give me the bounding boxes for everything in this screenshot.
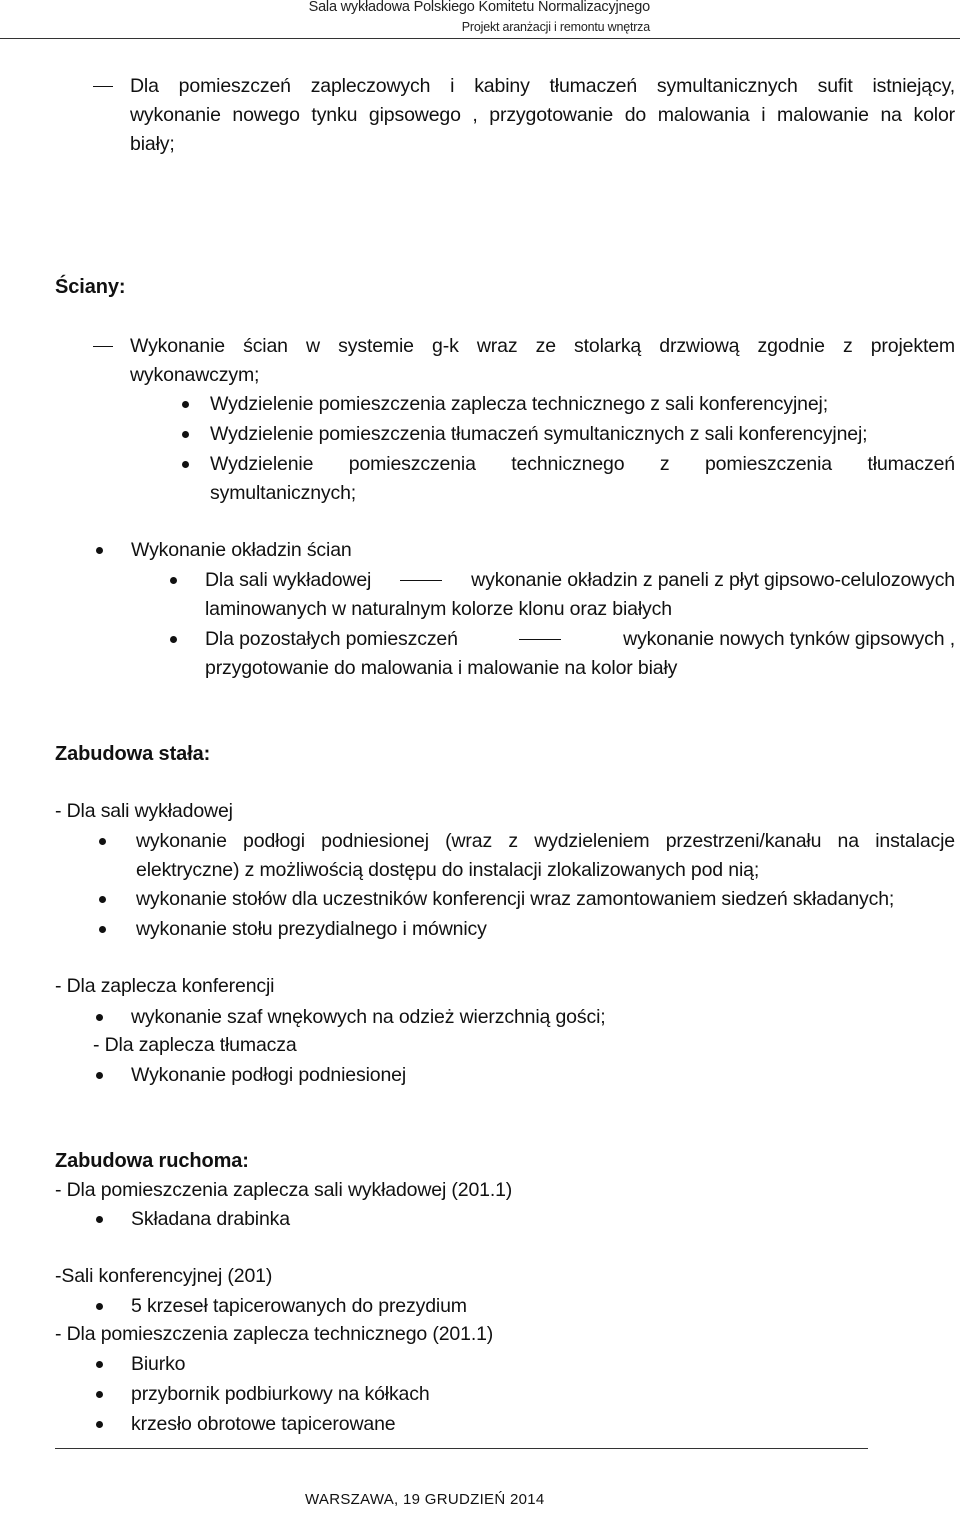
fixed-backroom-label: - Dla zaplecza konferencji [55, 975, 275, 997]
fixed-lecture-label: - Dla sali wykładowej [55, 800, 233, 822]
mobile-heading: Zabudowa ruchoma: [55, 1150, 249, 1172]
fixed-lecture-item-2: wykonanie stołów dla uczestników konferencji wraz zamontowaniem siedzeń składanych; [136, 888, 895, 910]
dash-marker [519, 639, 561, 640]
header-divider [0, 38, 960, 39]
cladding-item-1-room: Dla sali wykładowej [205, 569, 372, 591]
fixed-backroom-item: wykonanie szaf wnękowych na odzież wierzchnią gości; [131, 1006, 606, 1028]
fixed-lecture-item-3: wykonanie stołu prezydialnego i mównicy [136, 918, 487, 940]
fixed-lecture-item-1: wykonanie podłogi podniesionej (wraz z wydzieleniem przestrzeni/kanału na instalacje [136, 830, 955, 852]
bullet-icon [170, 636, 177, 643]
bullet-icon [96, 1361, 103, 1368]
mobile-tech-label: - Dla pomieszczenia zaplecza technicznego (201.1) [55, 1323, 494, 1345]
cladding-item-2-line2: przygotowanie do malowania i malowanie na kolor biały [205, 657, 678, 679]
walls-sub-item-3-cont: symultanicznych; [210, 482, 357, 504]
ceiling-item-line3: biały; [130, 133, 175, 155]
bullet-icon [182, 431, 189, 438]
footer-date: WARSZAWA, 19 GRUDZIEŃ 2014 [305, 1491, 545, 1508]
mobile-conf-item: 5 krzeseł tapicerowanych do prezydium [131, 1295, 467, 1317]
footer-divider [55, 1448, 868, 1449]
mobile-lecture-back-item: Składana drabinka [131, 1208, 290, 1230]
mobile-conf-label: -Sali konferencyjnej (201) [55, 1265, 273, 1287]
dash-marker [93, 86, 113, 87]
bullet-icon [96, 1072, 103, 1079]
cladding-item-1-desc: wykonanie okładzin z paneli z płyt gipsowo-celulozowych [471, 569, 955, 591]
cladding-label: Wykonanie okładzin ścian [131, 539, 352, 561]
ceiling-item-line1: Dla pomieszczeń zapleczowych i kabiny tłumaczeń symultanicznych sufit istniejący, [130, 75, 955, 97]
document-header-title: Sala wykładowa Polskiego Komitetu Normalizacyjnego [308, 0, 650, 15]
cladding-item-2-desc: wykonanie nowych tynków gipsowych , [623, 628, 955, 650]
cladding-item-1 [205, 566, 955, 595]
bullet-icon [99, 838, 106, 845]
walls-heading: Ściany: [55, 276, 126, 298]
cladding-item-2-room: Dla pozostałych pomieszczeń [205, 628, 458, 650]
bullet-icon [96, 1303, 103, 1310]
ceiling-item-line2: wykonanie nowego tynku gipsowego , przygotowanie do malowania i malowanie na kolor [130, 104, 955, 126]
bullet-icon [96, 1421, 103, 1428]
mobile-lecture-back-label: - Dla pomieszczenia zaplecza sali wykładowej (201.1) [55, 1179, 513, 1201]
mobile-tech-item-3: krzesło obrotowe tapicerowane [131, 1413, 396, 1435]
fixed-translator-item: Wykonanie podłogi podniesionej [131, 1064, 407, 1086]
bullet-icon [182, 461, 189, 468]
bullet-icon [96, 1014, 103, 1021]
bullet-icon [96, 1391, 103, 1398]
mobile-tech-item-1: Biurko [131, 1353, 186, 1375]
dash-marker [93, 346, 113, 347]
bullet-icon [182, 401, 189, 408]
bullet-icon [99, 926, 106, 933]
fixed-lecture-item-1-cont: elektryczne) z możliwością dostępu do instalacji zlokalizowanych pod nią; [136, 859, 760, 881]
document-header-subtitle: Projekt aranżacji i remontu wnętrza [461, 20, 650, 34]
walls-sub-item-1: Wydzielenie pomieszczenia zaplecza technicznego z sali konferencyjnej; [210, 393, 828, 415]
dash-marker [400, 580, 442, 581]
bullet-icon [96, 547, 103, 554]
cladding-item-1-line2: laminowanych w naturalnym kolorze klonu oraz białych [205, 598, 672, 620]
mobile-tech-item-2: przybornik podbiurkowy na kółkach [131, 1383, 430, 1405]
walls-sub-item-3: Wydzielenie pomieszczenia technicznego z pomieszczenia tłumaczeń [210, 453, 955, 475]
walls-dash-item-line1: Wykonanie ścian w systemie g-k wraz ze stolarką drzwiową zgodnie z projektem [130, 335, 955, 357]
cladding-item-2 [205, 625, 955, 654]
bullet-icon [170, 577, 177, 584]
bullet-icon [99, 896, 106, 903]
fixed-translator-label: - Dla zaplecza tłumacza [93, 1034, 297, 1056]
fixed-heading: Zabudowa stała: [55, 743, 211, 765]
bullet-icon [96, 1216, 103, 1223]
walls-sub-item-2: Wydzielenie pomieszczenia tłumaczeń symultanicznych z sali konferencyjnej; [210, 423, 868, 445]
walls-dash-item-line2: wykonawczym; [130, 364, 260, 386]
